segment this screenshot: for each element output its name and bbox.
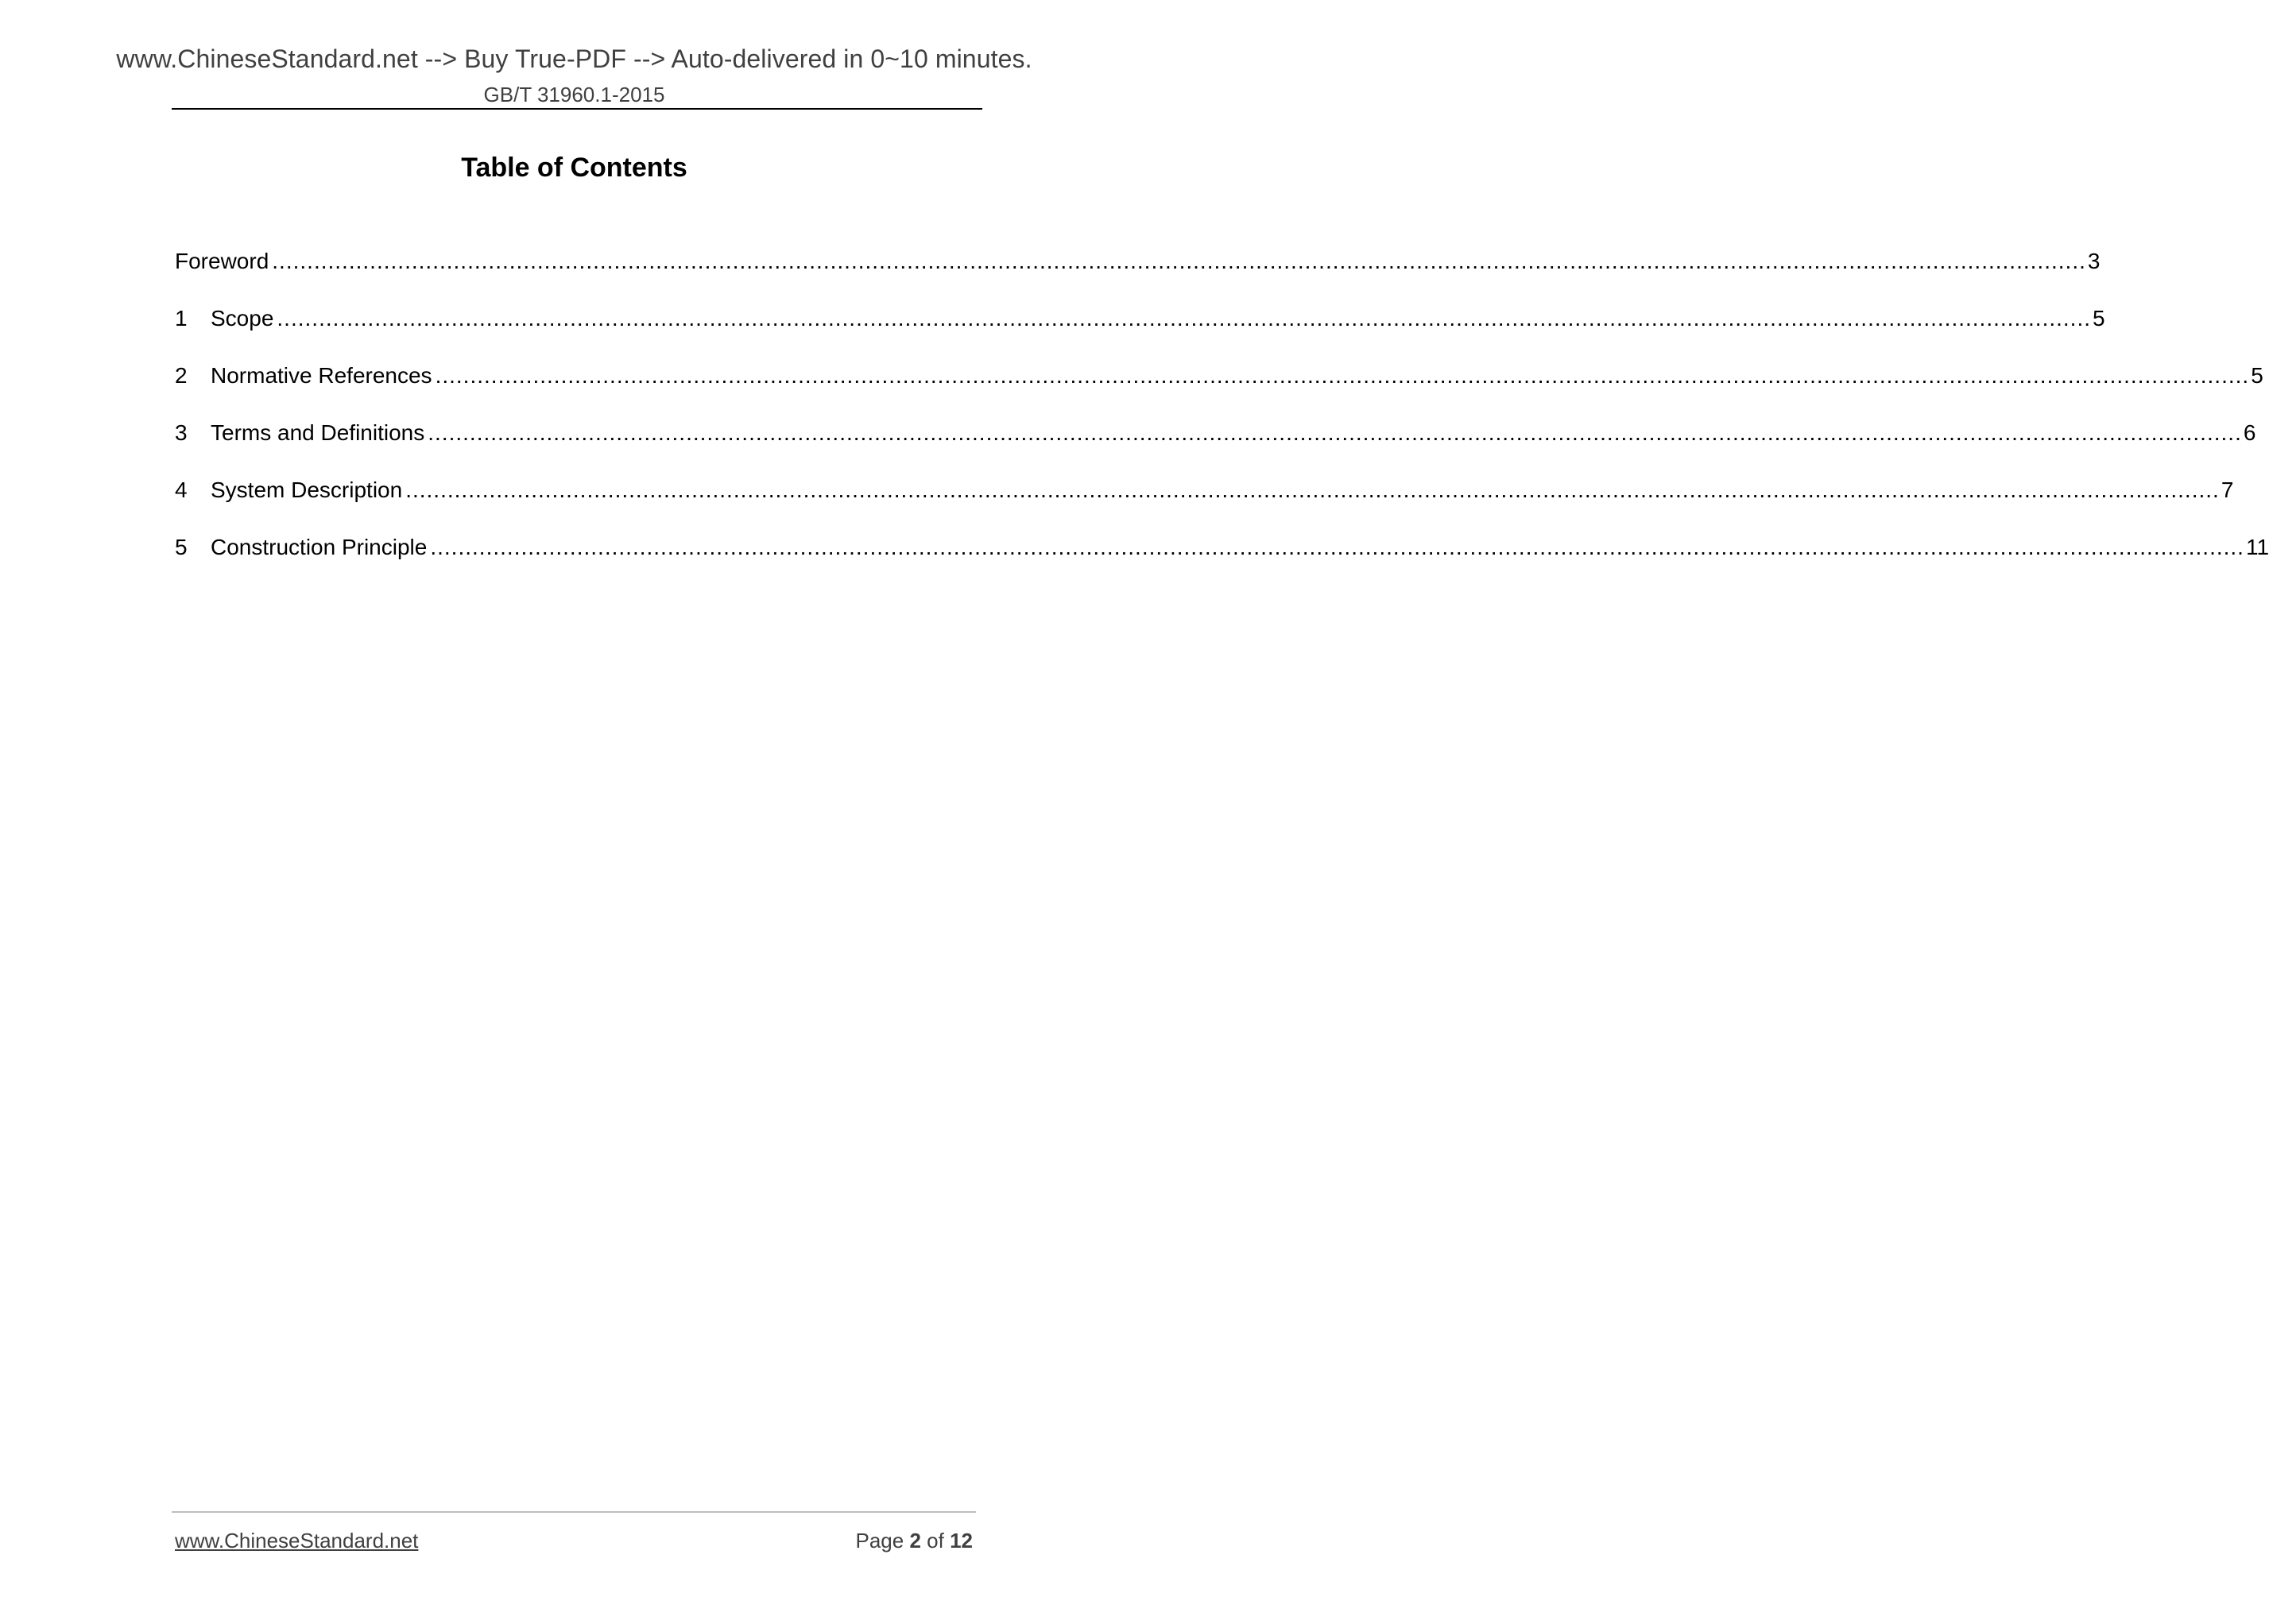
toc-title: Table of Contents <box>461 153 687 183</box>
toc-leader-dots: .................................................................................................................................................................................................................................................................... <box>428 420 2242 445</box>
table-of-contents <box>175 249 2269 592</box>
toc-entry-label: Normative References <box>211 363 432 388</box>
toc-entry-number: 1 <box>175 306 188 331</box>
total-pages: 12 <box>950 1529 973 1552</box>
page-prefix: Page <box>855 1529 904 1552</box>
toc-entry-page: 3 <box>2087 249 2101 273</box>
toc-entry-terms-and-definitions[interactable] <box>175 420 2256 478</box>
toc-entry-label: Foreword <box>175 249 269 273</box>
toc-entry-number: 3 <box>175 420 188 445</box>
current-page-number: 2 <box>909 1529 921 1552</box>
toc-leader-dots: .................................................................................................................................................................................................................................................................... <box>405 478 2220 502</box>
toc-entry-label: System Description <box>211 478 403 502</box>
page-separator: of <box>927 1529 944 1552</box>
toc-entry-page: 11 <box>2245 535 2269 559</box>
toc-entry-foreword[interactable] <box>175 249 2101 306</box>
toc-entry-page: 6 <box>2243 420 2256 445</box>
toc-entry-label: Terms and Definitions <box>211 420 425 445</box>
toc-entry-page: 5 <box>2093 306 2105 331</box>
toc-entry-scope[interactable] <box>175 306 2105 363</box>
document-code: GB/T 31960.1-2015 <box>483 83 665 106</box>
toc-entry-normative-references[interactable] <box>175 363 2263 420</box>
toc-entry-label: Scope <box>211 306 274 331</box>
toc-entry-number: 2 <box>175 363 188 388</box>
toc-leader-dots: .................................................................................................................................................................................................................................................................... <box>435 363 2250 388</box>
header-divider <box>172 108 982 110</box>
toc-entry-label: Construction Principle <box>211 535 428 559</box>
footer-divider <box>172 1511 976 1513</box>
toc-entry-page: 5 <box>2251 363 2263 388</box>
toc-entry-construction-principle[interactable] <box>175 535 2269 592</box>
toc-entry-page: 7 <box>2221 478 2234 502</box>
toc-entry-number: 5 <box>175 535 188 559</box>
toc-leader-dots: .................................................................................................................................................................................................................................................................... <box>430 535 2244 559</box>
footer-website-link[interactable]: www.ChineseStandard.net <box>175 1529 419 1552</box>
toc-leader-dots: .................................................................................................................................................................................................................................................................... <box>272 249 2086 273</box>
toc-leader-dots: .................................................................................................................................................................................................................................................................... <box>277 306 2092 331</box>
toc-entry-number: 4 <box>175 478 188 502</box>
top-banner[interactable]: www.ChineseStandard.net --> Buy True-PDF --> Auto-delivered in 0~10 minutes. <box>116 44 1032 73</box>
page-indicator <box>855 1529 973 1553</box>
toc-entry-system-description[interactable] <box>175 478 2234 535</box>
